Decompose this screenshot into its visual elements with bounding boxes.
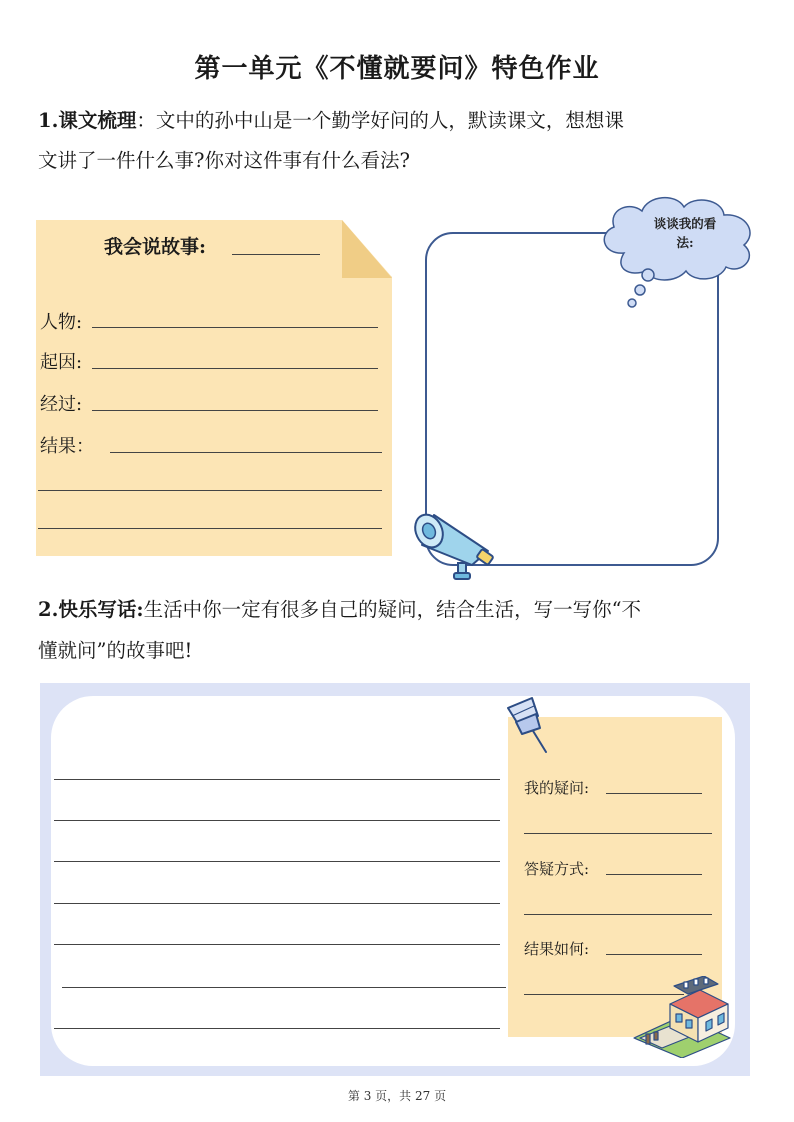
megaphone-icon (412, 505, 496, 583)
question-line[interactable] (524, 833, 712, 834)
field-characters: 人物: (40, 312, 83, 333)
story-note-card (36, 220, 392, 556)
q2-text-line2: 懂就问”的故事吧! (38, 639, 193, 662)
process-blank[interactable] (92, 410, 378, 411)
page-title: 第一单元《不懂就要问》特色作业 (194, 54, 600, 84)
writing-line[interactable] (62, 987, 506, 988)
outcome-blank[interactable] (606, 954, 702, 955)
writing-line[interactable] (54, 779, 500, 780)
page-footer: 第 3 页，共 27 页 (347, 1089, 447, 1103)
answer-line[interactable] (38, 490, 382, 491)
my-question-blank[interactable] (606, 793, 702, 794)
q1-prompt (38, 101, 763, 141)
answer-line[interactable] (38, 528, 382, 529)
writing-line[interactable] (54, 1028, 500, 1029)
story-title-blank[interactable] (232, 254, 320, 255)
q1-text-line2: 文讲了一件什么事?你对这件事有什么看法? (38, 149, 410, 172)
note-fold-corner (342, 220, 392, 278)
house-icon (630, 976, 734, 1058)
story-card-title: 我会说故事: (104, 236, 207, 258)
answer-method-line[interactable] (524, 914, 712, 915)
q2-prompt (38, 590, 763, 630)
answer-method-label: 答疑方式: (524, 860, 590, 878)
field-result: 结果： (40, 436, 94, 457)
field-process: 经过: (40, 394, 83, 415)
q1-heading: 课文梳理 (58, 109, 137, 132)
q2-text-line1: 生活中你一定有很多自己的疑问，结合生活，写一写你“不 (143, 598, 642, 621)
answer-method-blank[interactable] (606, 874, 702, 875)
field-cause: 起因: (40, 352, 83, 373)
writing-line[interactable] (54, 861, 500, 862)
result-blank[interactable] (110, 452, 382, 453)
q1-number: 1. (38, 109, 59, 132)
writing-line[interactable] (54, 944, 500, 945)
q1-text-line1: ：文中的孙中山是一个勤学好问的人，默读课文，想想课 (136, 109, 624, 132)
my-question-label: 我的疑问: (524, 779, 590, 797)
characters-blank[interactable] (92, 327, 378, 328)
cause-blank[interactable] (92, 368, 378, 369)
writing-line[interactable] (54, 820, 500, 821)
q2-heading: 快乐写话: (58, 598, 144, 621)
thumbtack-icon (502, 694, 554, 756)
cloud-line2: 法: (676, 235, 694, 250)
cloud-prompt (640, 214, 730, 252)
q2-number: 2. (38, 598, 59, 621)
cloud-bubble-icon (594, 193, 764, 313)
cloud-line1: 谈谈我的看 (653, 216, 717, 231)
writing-line[interactable] (54, 903, 500, 904)
outcome-label: 结果如何: (524, 940, 590, 958)
